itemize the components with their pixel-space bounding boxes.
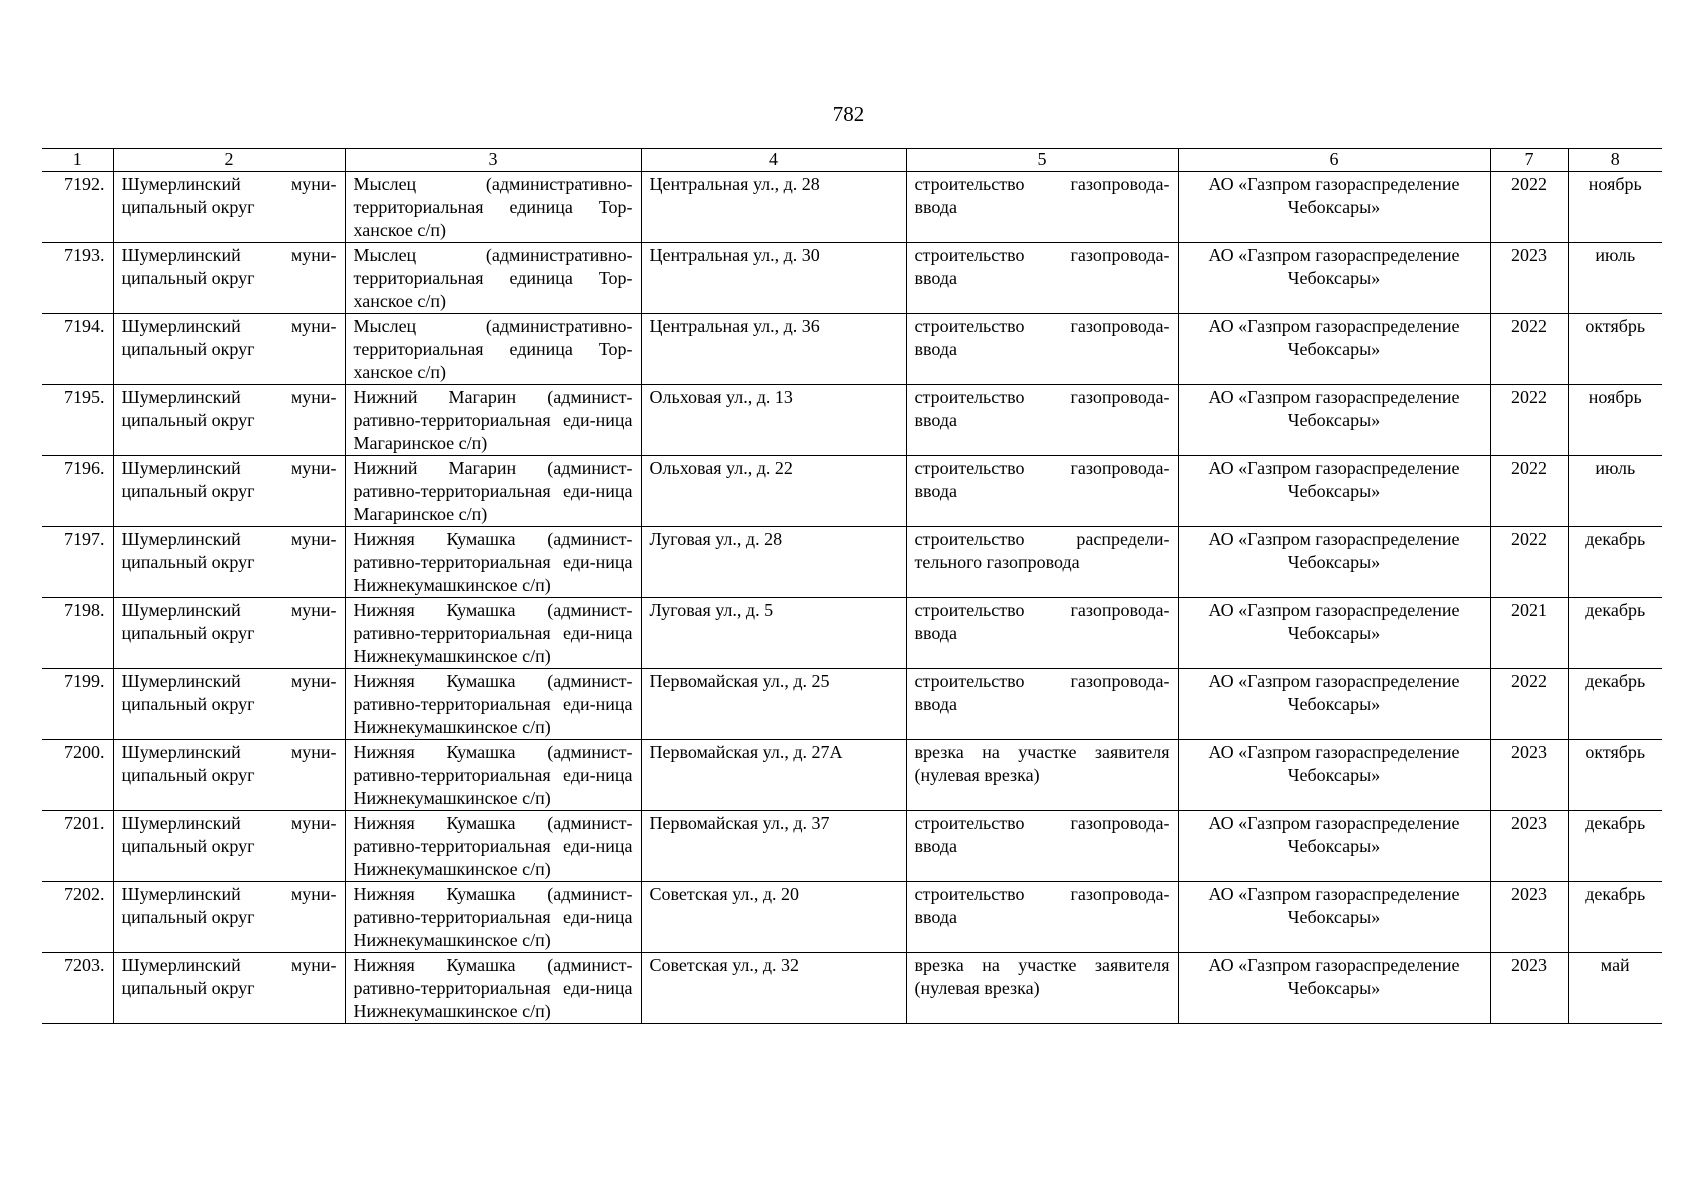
work-type-cell: строительство распредели-тельного газопровода bbox=[906, 527, 1178, 598]
column-number: 3 bbox=[345, 149, 641, 172]
table-row bbox=[42, 172, 1662, 243]
district-cell: Шумерлинский муни-ципальный округ bbox=[113, 740, 345, 811]
settlement-cell: Нижняя Кумашка (админист-ративно-территориальная еди-ница Нижнекумашкинское с/п) bbox=[345, 598, 641, 669]
settlement-cell: Нижняя Кумашка (админист-ративно-территориальная еди-ница Нижнекумашкинское с/п) bbox=[345, 882, 641, 953]
district-cell: Шумерлинский муни-ципальный округ bbox=[113, 172, 345, 243]
table-row bbox=[42, 385, 1662, 456]
row-number: 7195. bbox=[42, 385, 113, 456]
table-row bbox=[42, 456, 1662, 527]
organization-cell: АО «Газпром газораспределение Чебоксары» bbox=[1178, 811, 1490, 882]
address-cell: Центральная ул., д. 36 bbox=[641, 314, 906, 385]
table-row bbox=[42, 527, 1662, 598]
work-type-cell: строительство газопровода-ввода bbox=[906, 385, 1178, 456]
column-number: 8 bbox=[1568, 149, 1662, 172]
work-type-cell: врезка на участке заявителя (нулевая врезка) bbox=[906, 953, 1178, 1024]
table-row bbox=[42, 740, 1662, 811]
work-type-cell: строительство газопровода-ввода bbox=[906, 669, 1178, 740]
address-cell: Луговая ул., д. 5 bbox=[641, 598, 906, 669]
table-row bbox=[42, 314, 1662, 385]
month-cell: ноябрь bbox=[1568, 385, 1662, 456]
settlement-cell: Мыслец (административно-территориальная единица Тор-ханское с/п) bbox=[345, 172, 641, 243]
gasification-table bbox=[42, 148, 1662, 1024]
table-row bbox=[42, 669, 1662, 740]
page-number: 782 bbox=[832, 102, 865, 126]
row-number: 7192. bbox=[42, 172, 113, 243]
month-cell: декабрь bbox=[1568, 882, 1662, 953]
district-cell: Шумерлинский муни-ципальный округ bbox=[113, 811, 345, 882]
settlement-cell: Нижняя Кумашка (админист-ративно-территориальная еди-ница Нижнекумашкинское с/п) bbox=[345, 669, 641, 740]
year-cell: 2022 bbox=[1490, 527, 1568, 598]
year-cell: 2023 bbox=[1490, 811, 1568, 882]
district-cell: Шумерлинский муни-ципальный округ bbox=[113, 385, 345, 456]
work-type-cell: строительство газопровода-ввода bbox=[906, 456, 1178, 527]
address-cell: Первомайская ул., д. 25 bbox=[641, 669, 906, 740]
organization-cell: АО «Газпром газораспределение Чебоксары» bbox=[1178, 740, 1490, 811]
column-number: 2 bbox=[113, 149, 345, 172]
settlement-cell: Мыслец (административно-территориальная единица Тор-ханское с/п) bbox=[345, 314, 641, 385]
column-number-row bbox=[42, 149, 1662, 172]
row-number: 7201. bbox=[42, 811, 113, 882]
work-type-cell: строительство газопровода-ввода bbox=[906, 243, 1178, 314]
settlement-cell: Нижняя Кумашка (админист-ративно-территориальная еди-ница Нижнекумашкинское с/п) bbox=[345, 811, 641, 882]
row-number: 7198. bbox=[42, 598, 113, 669]
address-cell: Советская ул., д. 32 bbox=[641, 953, 906, 1024]
row-number: 7202. bbox=[42, 882, 113, 953]
year-cell: 2023 bbox=[1490, 953, 1568, 1024]
year-cell: 2021 bbox=[1490, 598, 1568, 669]
settlement-cell: Нижний Магарин (админист-ративно-территориальная еди-ница Магаринское с/п) bbox=[345, 456, 641, 527]
address-cell: Ольховая ул., д. 13 bbox=[641, 385, 906, 456]
work-type-cell: строительство газопровода-ввода bbox=[906, 598, 1178, 669]
address-cell: Ольховая ул., д. 22 bbox=[641, 456, 906, 527]
organization-cell: АО «Газпром газораспределение Чебоксары» bbox=[1178, 385, 1490, 456]
organization-cell: АО «Газпром газораспределение Чебоксары» bbox=[1178, 669, 1490, 740]
row-number: 7197. bbox=[42, 527, 113, 598]
year-cell: 2023 bbox=[1490, 740, 1568, 811]
table-row bbox=[42, 953, 1662, 1024]
column-number: 1 bbox=[42, 149, 113, 172]
district-cell: Шумерлинский муни-ципальный округ bbox=[113, 598, 345, 669]
district-cell: Шумерлинский муни-ципальный округ bbox=[113, 669, 345, 740]
month-cell: июль bbox=[1568, 243, 1662, 314]
month-cell: октябрь bbox=[1568, 314, 1662, 385]
address-cell: Первомайская ул., д. 37 bbox=[641, 811, 906, 882]
organization-cell: АО «Газпром газораспределение Чебоксары» bbox=[1178, 953, 1490, 1024]
address-cell: Луговая ул., д. 28 bbox=[641, 527, 906, 598]
organization-cell: АО «Газпром газораспределение Чебоксары» bbox=[1178, 243, 1490, 314]
table-row bbox=[42, 882, 1662, 953]
organization-cell: АО «Газпром газораспределение Чебоксары» bbox=[1178, 527, 1490, 598]
settlement-cell: Мыслец (административно-территориальная единица Тор-ханское с/п) bbox=[345, 243, 641, 314]
organization-cell: АО «Газпром газораспределение Чебоксары» bbox=[1178, 314, 1490, 385]
table-body bbox=[42, 172, 1662, 1024]
settlement-cell: Нижняя Кумашка (админист-ративно-территориальная еди-ница Нижнекумашкинское с/п) bbox=[345, 953, 641, 1024]
work-type-cell: строительство газопровода-ввода bbox=[906, 811, 1178, 882]
district-cell: Шумерлинский муни-ципальный округ bbox=[113, 953, 345, 1024]
month-cell: декабрь bbox=[1568, 811, 1662, 882]
settlement-cell: Нижняя Кумашка (админист-ративно-территориальная еди-ница Нижнекумашкинское с/п) bbox=[345, 527, 641, 598]
row-number: 7194. bbox=[42, 314, 113, 385]
column-number: 7 bbox=[1490, 149, 1568, 172]
month-cell: май bbox=[1568, 953, 1662, 1024]
address-cell: Первомайская ул., д. 27А bbox=[641, 740, 906, 811]
district-cell: Шумерлинский муни-ципальный округ bbox=[113, 882, 345, 953]
address-cell: Центральная ул., д. 30 bbox=[641, 243, 906, 314]
month-cell: июль bbox=[1568, 456, 1662, 527]
organization-cell: АО «Газпром газораспределение Чебоксары» bbox=[1178, 598, 1490, 669]
settlement-cell: Нижняя Кумашка (админист-ративно-территориальная еди-ница Нижнекумашкинское с/п) bbox=[345, 740, 641, 811]
address-cell: Центральная ул., д. 28 bbox=[641, 172, 906, 243]
settlement-cell: Нижний Магарин (админист-ративно-территориальная еди-ница Магаринское с/п) bbox=[345, 385, 641, 456]
table-row bbox=[42, 598, 1662, 669]
column-number: 5 bbox=[906, 149, 1178, 172]
organization-cell: АО «Газпром газораспределение Чебоксары» bbox=[1178, 456, 1490, 527]
year-cell: 2022 bbox=[1490, 669, 1568, 740]
month-cell: ноябрь bbox=[1568, 172, 1662, 243]
row-number: 7203. bbox=[42, 953, 113, 1024]
column-number: 4 bbox=[641, 149, 906, 172]
address-cell: Советская ул., д. 20 bbox=[641, 882, 906, 953]
work-type-cell: врезка на участке заявителя (нулевая врезка) bbox=[906, 740, 1178, 811]
work-type-cell: строительство газопровода-ввода bbox=[906, 172, 1178, 243]
month-cell: октябрь bbox=[1568, 740, 1662, 811]
year-cell: 2022 bbox=[1490, 314, 1568, 385]
year-cell: 2022 bbox=[1490, 385, 1568, 456]
organization-cell: АО «Газпром газораспределение Чебоксары» bbox=[1178, 172, 1490, 243]
year-cell: 2023 bbox=[1490, 243, 1568, 314]
month-cell: декабрь bbox=[1568, 598, 1662, 669]
work-type-cell: строительство газопровода-ввода bbox=[906, 314, 1178, 385]
row-number: 7199. bbox=[42, 669, 113, 740]
district-cell: Шумерлинский муни-ципальный округ bbox=[113, 527, 345, 598]
month-cell: декабрь bbox=[1568, 527, 1662, 598]
row-number: 7193. bbox=[42, 243, 113, 314]
row-number: 7196. bbox=[42, 456, 113, 527]
organization-cell: АО «Газпром газораспределение Чебоксары» bbox=[1178, 882, 1490, 953]
row-number: 7200. bbox=[42, 740, 113, 811]
year-cell: 2023 bbox=[1490, 882, 1568, 953]
district-cell: Шумерлинский муни-ципальный округ bbox=[113, 243, 345, 314]
table-row bbox=[42, 243, 1662, 314]
district-cell: Шумерлинский муни-ципальный округ bbox=[113, 314, 345, 385]
year-cell: 2022 bbox=[1490, 456, 1568, 527]
district-cell: Шумерлинский муни-ципальный округ bbox=[113, 456, 345, 527]
work-type-cell: строительство газопровода-ввода bbox=[906, 882, 1178, 953]
table-row bbox=[42, 811, 1662, 882]
month-cell: декабрь bbox=[1568, 669, 1662, 740]
year-cell: 2022 bbox=[1490, 172, 1568, 243]
column-number: 6 bbox=[1178, 149, 1490, 172]
